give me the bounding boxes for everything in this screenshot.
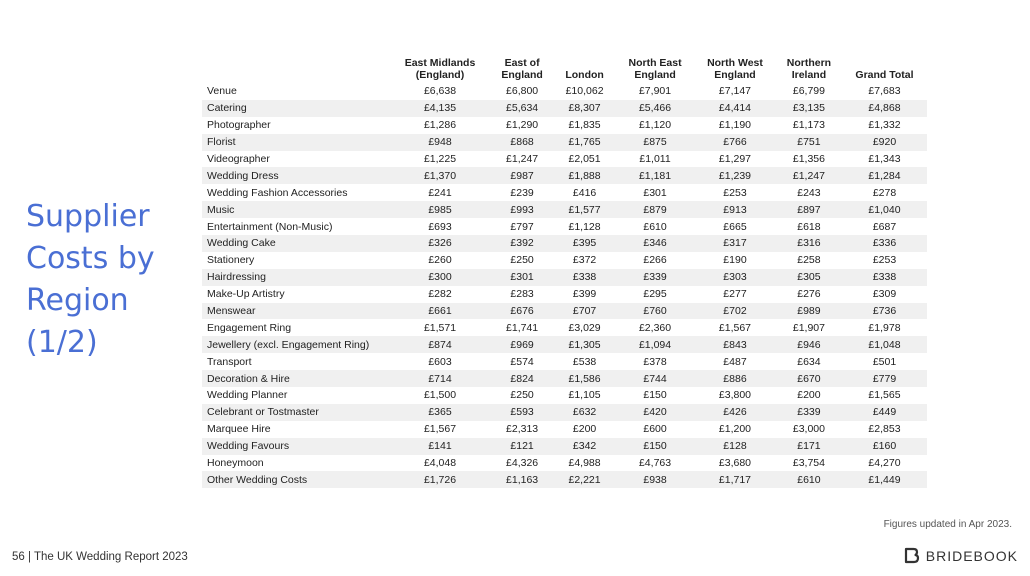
table-cell: £618: [797, 220, 821, 233]
table-cell: £282: [428, 288, 452, 301]
table-row: [202, 100, 927, 117]
table-cell: £239: [510, 186, 534, 199]
table-cell: £1,200: [718, 423, 752, 436]
table-cell: £797: [510, 220, 534, 233]
column-header-line: (England): [415, 69, 465, 81]
table-cell: £843: [694, 336, 776, 353]
table-cell: £150: [643, 389, 667, 402]
table-cell: £1,105: [568, 389, 601, 402]
row-label: Transport: [207, 355, 252, 368]
table-cell: £1,290: [506, 119, 539, 132]
table-cell: £190: [723, 254, 747, 267]
table-cell: £5,466: [616, 100, 694, 117]
table-cell: £670: [776, 370, 842, 387]
table-row: [202, 235, 927, 252]
column-header-line: England: [714, 69, 756, 81]
table-cell: £3,000: [792, 423, 825, 436]
table-cell: £3,135: [776, 100, 842, 117]
row-label: Wedding Planner: [207, 389, 288, 402]
table-cell: £487: [723, 355, 747, 368]
table-header-row: [202, 55, 927, 83]
table-cell: £449: [842, 404, 927, 421]
row-label: Hairdressing: [202, 269, 389, 286]
row-label: Stationery: [207, 254, 255, 267]
table-row: [202, 370, 927, 387]
table-cell: £2,221: [553, 471, 616, 488]
row-label: Wedding Cake: [202, 235, 389, 252]
table-row: [202, 286, 927, 303]
table-cell: £253: [723, 186, 747, 199]
row-label: Entertainment (Non-Music): [207, 220, 333, 233]
table-cell: £4,988: [568, 457, 601, 470]
table-cell: £6,799: [792, 85, 825, 98]
title-line: Supplier: [26, 199, 150, 234]
column-header: [616, 55, 694, 83]
table-cell: £128: [694, 438, 776, 455]
table-cell: £295: [643, 288, 667, 301]
table-cell: £4,763: [638, 457, 672, 470]
table-cell: £253: [872, 254, 897, 267]
column-header-line: Grand Total: [855, 69, 914, 81]
row-label: Photographer: [207, 119, 271, 132]
title-line: (1/2): [26, 325, 98, 360]
row-label: Engagement Ring: [207, 321, 292, 334]
table-cell: £603: [428, 355, 452, 368]
table-cell: £1,247: [776, 167, 842, 184]
table-cell: £160: [842, 438, 927, 455]
column-header: [389, 55, 491, 83]
column-header-line: [204, 69, 387, 81]
table-cell: £278: [872, 186, 897, 199]
table-cell: £276: [797, 288, 821, 301]
table-cell: £399: [572, 288, 597, 301]
column-header: [842, 55, 927, 83]
table-cell: £875: [616, 134, 694, 151]
title-line: Costs by: [26, 241, 155, 276]
row-label: Make-Up Artistry: [207, 288, 285, 301]
table-cell: £3,029: [568, 321, 601, 334]
row-label: Other Wedding Costs: [202, 471, 389, 488]
column-header: [776, 55, 842, 83]
table-cell: £2,853: [868, 423, 901, 436]
column-header-line: North West: [707, 57, 763, 69]
table-cell: £7,683: [868, 85, 901, 98]
table-cell: £141: [389, 438, 491, 455]
table-cell: £392: [491, 235, 553, 252]
table-cell: £1,586: [553, 370, 616, 387]
column-header-line: [555, 57, 614, 69]
update-note: Figures updated in Apr 2023.: [883, 519, 1012, 530]
table-cell: £336: [842, 235, 927, 252]
table-cell: £913: [694, 201, 776, 218]
table-row: [202, 184, 927, 201]
table-cell: £1,284: [842, 167, 927, 184]
table-cell: £1,173: [792, 119, 825, 132]
row-label: Florist: [202, 134, 389, 151]
table-cell: £993: [491, 201, 553, 218]
table-row: [202, 404, 927, 421]
table-cell: £1,011: [639, 153, 671, 165]
table-cell: £4,868: [842, 100, 927, 117]
column-header: [491, 55, 553, 83]
column-header-line: Ireland: [791, 69, 827, 81]
table-cell: £339: [616, 269, 694, 286]
table-cell: £707: [553, 303, 616, 320]
table-cell: £1,907: [792, 321, 825, 334]
table-cell: £309: [872, 288, 897, 301]
table-cell: £987: [491, 167, 553, 184]
table-cell: £874: [389, 336, 491, 353]
header-label-column: [202, 55, 389, 83]
table-row: [202, 252, 927, 269]
table-cell: £1,888: [553, 167, 616, 184]
table-cell: £661: [389, 303, 491, 320]
table-row: [202, 201, 927, 218]
row-label: Jewellery (excl. Engagement Ring): [202, 336, 389, 353]
table-cell: £1,128: [568, 220, 601, 233]
table-cell: £1,370: [389, 167, 491, 184]
page-footer: 56 | The UK Wedding Report 2023: [12, 551, 188, 563]
table-cell: £1,094: [616, 336, 694, 353]
brand-name: BRIDEBOOK: [925, 547, 1018, 564]
table-cell: £3,800: [718, 389, 752, 402]
column-header: [553, 55, 616, 83]
table-cell: £301: [643, 186, 667, 199]
bridebook-logo-icon: [903, 547, 920, 564]
table-cell: £1,181: [616, 167, 694, 184]
row-label: Venue: [207, 85, 237, 98]
table-cell: £338: [553, 269, 616, 286]
table-cell: £317: [694, 235, 776, 252]
table-cell: £1,163: [491, 471, 553, 488]
table-cell: £879: [616, 201, 694, 218]
table-cell: £574: [510, 355, 534, 368]
table-cell: £4,326: [506, 457, 539, 470]
table-cell: £4,135: [389, 100, 491, 117]
table-cell: £3,754: [792, 457, 825, 470]
table-cell: £7,147: [718, 85, 752, 98]
table-cell: £4,414: [694, 100, 776, 117]
table-row: [202, 438, 927, 455]
table-cell: £283: [510, 288, 534, 301]
table-cell: £250: [510, 389, 534, 402]
table-cell: £1,741: [506, 321, 539, 334]
table-cell: £2,051: [568, 153, 601, 165]
table-cell: £1,835: [568, 119, 601, 132]
table-cell: £1,567: [423, 423, 457, 436]
table-row: [202, 455, 927, 472]
table-row: [202, 218, 927, 235]
table-row: [202, 269, 927, 286]
table-cell: £378: [643, 355, 667, 368]
column-header-line: North East: [628, 57, 682, 69]
table-cell: £687: [872, 220, 897, 233]
table-cell: £346: [616, 235, 694, 252]
brand-logo: [903, 547, 1018, 564]
table-cell: £342: [553, 438, 616, 455]
row-label: Celebrant or Tostmaster: [202, 404, 389, 421]
table-cell: £266: [643, 254, 667, 267]
table-cell: £305: [776, 269, 842, 286]
table-cell: £736: [842, 303, 927, 320]
table-cell: £634: [797, 355, 821, 368]
table-cell: £779: [842, 370, 927, 387]
table-cell: £897: [776, 201, 842, 218]
table-cell: £395: [553, 235, 616, 252]
table-cell: £920: [842, 134, 927, 151]
table-row: [202, 167, 927, 184]
table-cell: £338: [842, 269, 927, 286]
table-cell: £416: [572, 186, 597, 199]
column-header-line: [844, 57, 925, 69]
table-row: [202, 319, 927, 336]
table-cell: £243: [797, 186, 821, 199]
row-label: Wedding Favours: [202, 438, 389, 455]
table-cell: £258: [797, 254, 821, 267]
table-cell: £277: [723, 288, 747, 301]
table-cell: £301: [491, 269, 553, 286]
table-cell: £693: [428, 220, 452, 233]
table-cell: £1,332: [868, 119, 901, 132]
table-cell: £985: [389, 201, 491, 218]
table-cell: £2,313: [506, 423, 539, 436]
table-cell: £632: [553, 404, 616, 421]
table-cell: £7,901: [638, 85, 672, 98]
column-header-line: London: [565, 69, 604, 81]
table-cell: £1,286: [423, 119, 457, 132]
column-header-line: [204, 57, 387, 69]
table-cell: £676: [491, 303, 553, 320]
table-cell: £200: [572, 423, 597, 436]
table-cell: £4,048: [423, 457, 457, 470]
table-cell: £1,565: [868, 389, 901, 402]
column-header: [694, 55, 776, 83]
table-cell: £3,680: [718, 457, 752, 470]
table-cell: £989: [776, 303, 842, 320]
table-row: [202, 83, 927, 100]
page-title: [26, 196, 186, 364]
table-cell: £751: [776, 134, 842, 151]
row-label: Catering: [202, 100, 389, 117]
table-cell: £760: [616, 303, 694, 320]
table-cell: £365: [389, 404, 491, 421]
table-cell: £150: [616, 438, 694, 455]
table-cell: £1,765: [553, 134, 616, 151]
table-cell: £938: [616, 471, 694, 488]
table-cell: £260: [428, 254, 452, 267]
table-row: [202, 353, 927, 370]
table-cell: £1,247: [506, 153, 539, 165]
table-row: [202, 336, 927, 353]
table-cell: £6,800: [506, 85, 539, 98]
table-cell: £610: [643, 220, 667, 233]
table-cell: £1,190: [718, 119, 752, 132]
table-cell: £200: [797, 389, 821, 402]
table-cell: £702: [694, 303, 776, 320]
row-label: Marquee Hire: [207, 423, 271, 436]
table-cell: £1,726: [389, 471, 491, 488]
table-cell: £326: [389, 235, 491, 252]
table-cell: £171: [776, 438, 842, 455]
table-cell: £1,500: [423, 389, 457, 402]
table-cell: £1,305: [553, 336, 616, 353]
table-cell: £372: [572, 254, 597, 267]
table-cell: £538: [572, 355, 597, 368]
table-row: [202, 303, 927, 320]
table-row: [202, 134, 927, 151]
row-label: Videographer: [207, 153, 270, 165]
table-cell: £1,225: [423, 153, 457, 165]
row-label: Decoration & Hire: [202, 370, 389, 387]
table-cell: £744: [616, 370, 694, 387]
row-label: Menswear: [202, 303, 389, 320]
table-cell: £593: [491, 404, 553, 421]
table-cell: £1,120: [638, 119, 672, 132]
table-cell: £426: [694, 404, 776, 421]
table-cell: £886: [694, 370, 776, 387]
table-row: [202, 421, 927, 438]
column-header-line: Northern: [786, 57, 832, 69]
table-row: [202, 151, 927, 168]
table-cell: £1,356: [792, 153, 825, 165]
table-cell: £948: [389, 134, 491, 151]
table-row: [202, 471, 927, 488]
table-cell: £300: [389, 269, 491, 286]
table-cell: £868: [491, 134, 553, 151]
table-cell: £1,717: [694, 471, 776, 488]
table-cell: £303: [694, 269, 776, 286]
table-cell: £600: [643, 423, 667, 436]
table-cell: £946: [776, 336, 842, 353]
column-header-line: East of: [504, 57, 540, 69]
table-row: [202, 117, 927, 134]
table-cell: £1,577: [553, 201, 616, 218]
table-cell: £1,297: [718, 153, 752, 165]
table-cell: £2,360: [638, 321, 672, 334]
table-cell: £8,307: [553, 100, 616, 117]
column-header-line: England: [634, 69, 676, 81]
table-cell: £339: [776, 404, 842, 421]
table-cell: £766: [694, 134, 776, 151]
table-cell: £1,567: [718, 321, 752, 334]
row-label: Wedding Fashion Accessories: [207, 186, 348, 199]
table-cell: £316: [776, 235, 842, 252]
row-label: Music: [202, 201, 389, 218]
column-header-line: East Midlands: [404, 57, 476, 69]
table-cell: £250: [510, 254, 534, 267]
table-cell: £4,270: [868, 457, 901, 470]
table-cell: £1,449: [842, 471, 927, 488]
table-cell: £420: [616, 404, 694, 421]
table-cell: £241: [428, 186, 452, 199]
table-cell: £1,239: [694, 167, 776, 184]
table-cell: £824: [491, 370, 553, 387]
row-label: Honeymoon: [207, 457, 264, 470]
table-cell: £501: [872, 355, 897, 368]
table-body: [202, 83, 927, 488]
table-cell: £6,638: [423, 85, 457, 98]
table-cell: £969: [491, 336, 553, 353]
table-cell: £1,343: [868, 153, 901, 165]
table-cell: £1,978: [868, 321, 901, 334]
table-cell: £1,571: [423, 321, 457, 334]
supplier-cost-table: [202, 55, 927, 488]
table-cell: £714: [389, 370, 491, 387]
title-line: Region: [26, 283, 129, 318]
table-cell: £1,040: [842, 201, 927, 218]
table-row: [202, 387, 927, 404]
table-cell: £1,048: [842, 336, 927, 353]
table-cell: £10,062: [565, 85, 604, 98]
column-header-line: England: [501, 69, 543, 81]
table-cell: £5,634: [491, 100, 553, 117]
table-cell: £665: [723, 220, 747, 233]
table-cell: £610: [776, 471, 842, 488]
table-cell: £121: [491, 438, 553, 455]
row-label: Wedding Dress: [202, 167, 389, 184]
